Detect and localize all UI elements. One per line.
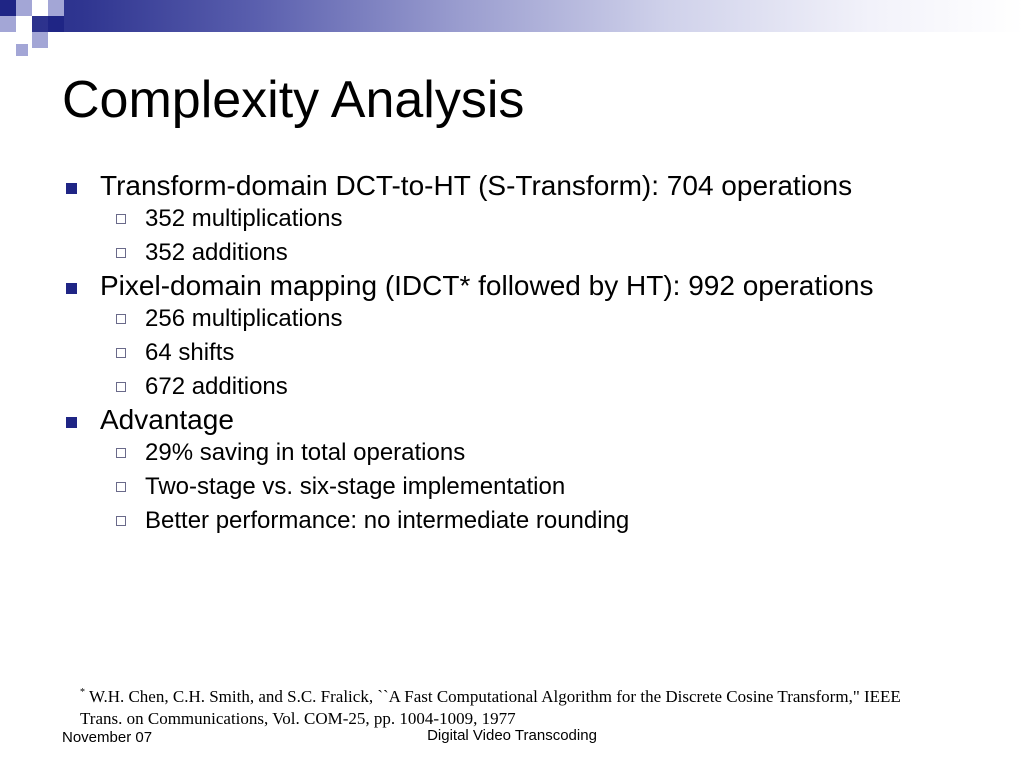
logo-square	[16, 16, 32, 32]
sub-bullet-text: 672 additions	[145, 373, 288, 400]
sub-bullet-text: Two-stage vs. six-stage implementation	[145, 473, 566, 500]
logo-square	[0, 16, 16, 32]
sub-bullet-text: 29% saving in total operations	[145, 439, 466, 466]
sub-bullet-text: 64 shifts	[145, 339, 235, 366]
reference-footnote	[80, 686, 940, 730]
sub-bullet-item	[62, 370, 962, 404]
bullet-item	[62, 270, 962, 302]
footer-date: November 07	[62, 729, 153, 746]
bullet-text: Transform-domain DCT-to-HT (S-Transform): 704 operations	[100, 170, 853, 201]
bullet-text: Advantage	[100, 404, 234, 435]
hollow-square-bullet-icon	[116, 348, 126, 358]
square-bullet-icon	[66, 183, 77, 194]
logo-square	[32, 0, 48, 16]
bullet-item	[62, 404, 962, 436]
logo-square	[0, 0, 16, 16]
bullet-item	[62, 170, 962, 202]
hollow-square-bullet-icon	[116, 248, 126, 258]
logo-square	[16, 0, 32, 16]
bullet-list	[62, 170, 962, 538]
square-bullet-icon	[66, 283, 77, 294]
sub-bullet-text: 352 multiplications	[145, 205, 343, 232]
hollow-square-bullet-icon	[116, 382, 126, 392]
bullet-group	[62, 170, 962, 270]
footer-title: Digital Video Transcoding	[427, 727, 597, 744]
hollow-square-bullet-icon	[116, 482, 126, 492]
hollow-square-bullet-icon	[116, 516, 126, 526]
sub-bullet-item	[62, 336, 962, 370]
bullet-group	[62, 270, 962, 404]
hollow-square-bullet-icon	[116, 314, 126, 324]
header-gradient-band	[0, 0, 1024, 32]
sub-bullet-item	[62, 202, 962, 236]
footnote-text: W.H. Chen, C.H. Smith, and S.C. Fralick, ``A Fast Computational Algorithm for the Discrete Cosine Transform," IEEE Trans. on Communications, Vol. COM-25, pp. 1004-1009, 1977	[80, 687, 901, 728]
hollow-square-bullet-icon	[116, 214, 126, 224]
bullet-text: Pixel-domain mapping (IDCT* followed by HT): 992 operations	[100, 270, 874, 301]
logo-squares-decoration	[0, 0, 100, 64]
logo-square	[48, 0, 64, 16]
sub-bullet-text: Better performance: no intermediate rounding	[145, 507, 630, 534]
logo-square	[16, 44, 28, 56]
sub-bullet-item	[62, 236, 962, 270]
sub-bullet-item	[62, 470, 962, 504]
footnote-marker: *	[80, 687, 85, 698]
sub-bullet-item	[62, 504, 962, 538]
bullet-group	[62, 404, 962, 538]
square-bullet-icon	[66, 417, 77, 428]
sub-bullet-text: 352 additions	[145, 239, 288, 266]
slide-title: Complexity Analysis	[62, 71, 525, 129]
hollow-square-bullet-icon	[116, 448, 126, 458]
sub-bullet-text: 256 multiplications	[145, 305, 343, 332]
sub-bullet-item	[62, 302, 962, 336]
logo-square	[48, 16, 64, 32]
logo-square	[32, 32, 48, 48]
sub-bullet-item	[62, 436, 962, 470]
